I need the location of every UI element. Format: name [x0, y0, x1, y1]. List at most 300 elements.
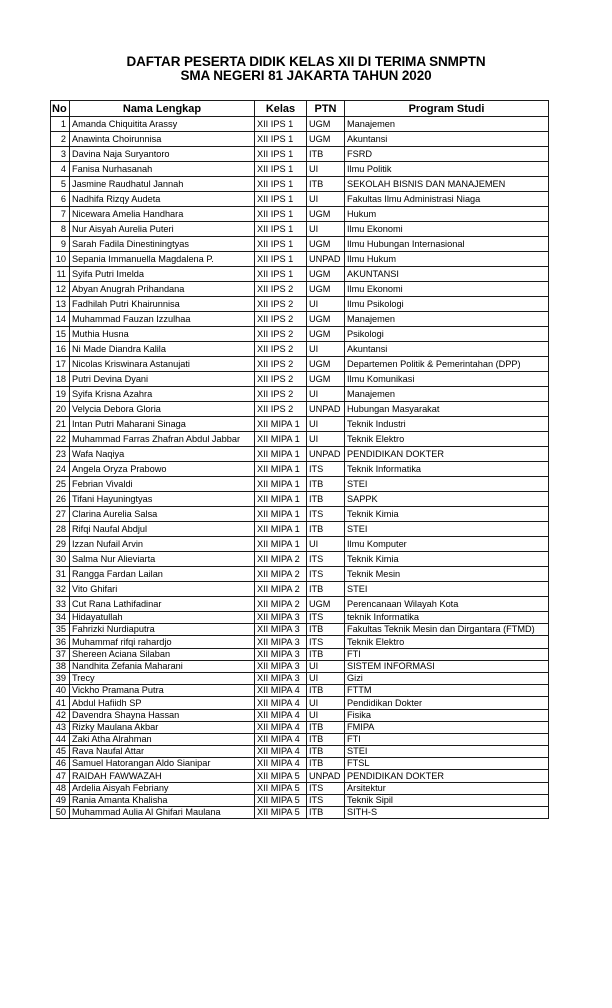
- cell-class: XII IPS 1: [255, 252, 307, 267]
- table-row: [51, 282, 549, 297]
- cell-class: XII MIPA 4: [255, 733, 307, 745]
- cell-name: Shereen Aciana Silaban: [70, 648, 255, 660]
- cell-class: XII IPS 2: [255, 357, 307, 372]
- cell-study-program: PENDIDIKAN DOKTER: [345, 447, 549, 462]
- cell-university: UGM: [307, 282, 345, 297]
- cell-study-program: FTI: [345, 733, 549, 745]
- cell-university: ITB: [307, 147, 345, 162]
- cell-name: Muthia Husna: [70, 327, 255, 342]
- cell-study-program: Fakultas Teknik Mesin dan Dirgantara (FTMD): [345, 624, 549, 636]
- cell-no: 48: [51, 782, 70, 794]
- table-row: [51, 402, 549, 417]
- cell-no: 13: [51, 297, 70, 312]
- cell-study-program: Ilmu Ekonomi: [345, 222, 549, 237]
- table-row: [51, 192, 549, 207]
- cell-name: Ardelia Aisyah Febriany: [70, 782, 255, 794]
- cell-no: 11: [51, 267, 70, 282]
- cell-class: XII IPS 2: [255, 372, 307, 387]
- cell-study-program: Departemen Politik & Pemerintahan (DPP): [345, 357, 549, 372]
- cell-study-program: Pendidikan Dokter: [345, 697, 549, 709]
- cell-no: 40: [51, 685, 70, 697]
- cell-study-program: Gizi: [345, 672, 549, 684]
- cell-study-program: Teknik Informatika: [345, 462, 549, 477]
- cell-name: Tifani Hayuningtyas: [70, 492, 255, 507]
- table-row: [51, 252, 549, 267]
- cell-name: Rava Naufal Attar: [70, 746, 255, 758]
- table-row: [51, 624, 549, 636]
- cell-study-program: STEI: [345, 522, 549, 537]
- cell-name: Sepania Immanuella Magdalena P.: [70, 252, 255, 267]
- cell-no: 30: [51, 552, 70, 567]
- cell-university: ITB: [307, 746, 345, 758]
- table-row: [51, 312, 549, 327]
- cell-class: XII IPS 1: [255, 267, 307, 282]
- cell-no: 27: [51, 507, 70, 522]
- cell-no: 32: [51, 582, 70, 597]
- cell-study-program: Teknik Elektro: [345, 432, 549, 447]
- cell-study-program: Hukum: [345, 207, 549, 222]
- table-row: [51, 507, 549, 522]
- table-row: [51, 685, 549, 697]
- table-row: [51, 537, 549, 552]
- cell-study-program: Ilmu Komputer: [345, 537, 549, 552]
- cell-name: Nur Aisyah Aurelia Puteri: [70, 222, 255, 237]
- cell-study-program: Hubungan Masyarakat: [345, 402, 549, 417]
- cell-class: XII IPS 1: [255, 177, 307, 192]
- table-row: [51, 357, 549, 372]
- cell-class: XII MIPA 1: [255, 432, 307, 447]
- cell-class: XII MIPA 1: [255, 507, 307, 522]
- cell-no: 7: [51, 207, 70, 222]
- cell-study-program: Teknik Kimia: [345, 552, 549, 567]
- cell-no: 9: [51, 237, 70, 252]
- cell-study-program: Ilmu Ekonomi: [345, 282, 549, 297]
- cell-no: 42: [51, 709, 70, 721]
- table-row: [51, 447, 549, 462]
- cell-university: UGM: [307, 267, 345, 282]
- table-row: [51, 552, 549, 567]
- cell-name: Rizky Maulana Akbar: [70, 721, 255, 733]
- cell-name: Abyan Anugrah Prihandana: [70, 282, 255, 297]
- header-study-program: Program Studi: [345, 101, 549, 117]
- cell-name: Velycia Debora Gloria: [70, 402, 255, 417]
- cell-no: 36: [51, 636, 70, 648]
- cell-university: ITB: [307, 624, 345, 636]
- cell-study-program: Akuntansi: [345, 342, 549, 357]
- cell-no: 5: [51, 177, 70, 192]
- table-body: [51, 117, 549, 819]
- cell-class: XII MIPA 5: [255, 807, 307, 819]
- cell-no: 35: [51, 624, 70, 636]
- cell-no: 18: [51, 372, 70, 387]
- cell-university: ITB: [307, 648, 345, 660]
- cell-class: XII MIPA 2: [255, 597, 307, 612]
- cell-no: 50: [51, 807, 70, 819]
- table-row: [51, 567, 549, 582]
- cell-class: XII MIPA 3: [255, 672, 307, 684]
- table-row: [51, 387, 549, 402]
- cell-name: Anawinta Choirunnisa: [70, 132, 255, 147]
- cell-class: XII IPS 1: [255, 162, 307, 177]
- cell-university: UNPAD: [307, 770, 345, 782]
- cell-class: XII IPS 1: [255, 192, 307, 207]
- cell-class: XII MIPA 5: [255, 782, 307, 794]
- students-table: [50, 100, 549, 819]
- cell-no: 45: [51, 746, 70, 758]
- header-class: Kelas: [255, 101, 307, 117]
- cell-study-program: FMIPA: [345, 721, 549, 733]
- cell-no: 28: [51, 522, 70, 537]
- table-row: [51, 477, 549, 492]
- cell-name: Trecy: [70, 672, 255, 684]
- cell-name: Davendra Shayna Hassan: [70, 709, 255, 721]
- cell-class: XII MIPA 1: [255, 477, 307, 492]
- table-row: [51, 709, 549, 721]
- cell-name: Vito Ghifari: [70, 582, 255, 597]
- cell-university: UNPAD: [307, 447, 345, 462]
- table-header-row: [51, 101, 549, 117]
- table-row: [51, 794, 549, 806]
- cell-no: 37: [51, 648, 70, 660]
- cell-university: UI: [307, 192, 345, 207]
- cell-study-program: Ilmu Politik: [345, 162, 549, 177]
- cell-class: XII IPS 2: [255, 327, 307, 342]
- document-title: DAFTAR PESERTA DIDIK KELAS XII DI TERIMA SNMPTN: [126, 54, 486, 69]
- cell-study-program: Akuntansi: [345, 132, 549, 147]
- cell-name: Sarah Fadila Dinestiningtyas: [70, 237, 255, 252]
- cell-no: 22: [51, 432, 70, 447]
- cell-class: XII MIPA 2: [255, 582, 307, 597]
- cell-name: Syifa Krisna Azahra: [70, 387, 255, 402]
- cell-university: UI: [307, 709, 345, 721]
- cell-name: Zaki Atha Alrahman: [70, 733, 255, 745]
- cell-university: UGM: [307, 372, 345, 387]
- cell-study-program: Manajemen: [345, 387, 549, 402]
- cell-study-program: Ilmu Komunikasi: [345, 372, 549, 387]
- cell-name: Syifa Putri Imelda: [70, 267, 255, 282]
- cell-no: 34: [51, 612, 70, 624]
- table-row: [51, 462, 549, 477]
- cell-no: 8: [51, 222, 70, 237]
- cell-no: 41: [51, 697, 70, 709]
- table-row: [51, 660, 549, 672]
- cell-study-program: SEKOLAH BISNIS DAN MANAJEMEN: [345, 177, 549, 192]
- cell-study-program: Ilmu Hubungan Internasional: [345, 237, 549, 252]
- cell-name: Nicewara Amelia Handhara: [70, 207, 255, 222]
- cell-university: ITS: [307, 794, 345, 806]
- table-row: [51, 697, 549, 709]
- table-row: [51, 733, 549, 745]
- cell-name: Muhammad Aulia Al Ghifari Maulana: [70, 807, 255, 819]
- cell-university: UI: [307, 417, 345, 432]
- cell-university: UGM: [307, 597, 345, 612]
- table-row: [51, 417, 549, 432]
- cell-no: 31: [51, 567, 70, 582]
- cell-class: XII MIPA 3: [255, 636, 307, 648]
- table-row: [51, 297, 549, 312]
- cell-study-program: AKUNTANSI: [345, 267, 549, 282]
- table-row: [51, 612, 549, 624]
- cell-study-program: STEI: [345, 582, 549, 597]
- cell-university: ITB: [307, 582, 345, 597]
- cell-class: XII MIPA 4: [255, 758, 307, 770]
- cell-university: ITS: [307, 462, 345, 477]
- table-row: [51, 237, 549, 252]
- table-row: [51, 117, 549, 132]
- table-row: [51, 758, 549, 770]
- cell-class: XII MIPA 4: [255, 721, 307, 733]
- cell-university: ITS: [307, 507, 345, 522]
- table-row: [51, 492, 549, 507]
- cell-name: Abdul Hafiidh SP: [70, 697, 255, 709]
- cell-study-program: Teknik Elektro: [345, 636, 549, 648]
- cell-no: 10: [51, 252, 70, 267]
- cell-no: 20: [51, 402, 70, 417]
- cell-class: XII IPS 1: [255, 207, 307, 222]
- cell-university: UI: [307, 660, 345, 672]
- document-subtitle: SMA NEGERI 81 JAKARTA TAHUN 2020: [180, 68, 432, 83]
- cell-name: Rifqi Naufal Abdjul: [70, 522, 255, 537]
- cell-university: UI: [307, 387, 345, 402]
- cell-university: ITS: [307, 636, 345, 648]
- table-row: [51, 746, 549, 758]
- cell-study-program: Teknik Mesin: [345, 567, 549, 582]
- cell-name: Muhammaf rifqi rahardjo: [70, 636, 255, 648]
- cell-class: XII MIPA 1: [255, 447, 307, 462]
- cell-study-program: FTSL: [345, 758, 549, 770]
- cell-no: 17: [51, 357, 70, 372]
- cell-name: Nicolas Kriswinara Astanujati: [70, 357, 255, 372]
- cell-university: ITB: [307, 492, 345, 507]
- cell-university: UGM: [307, 117, 345, 132]
- cell-name: Nadhifa Rizqy Audeta: [70, 192, 255, 207]
- cell-no: 39: [51, 672, 70, 684]
- cell-university: UGM: [307, 207, 345, 222]
- cell-university: UGM: [307, 237, 345, 252]
- cell-class: XII MIPA 4: [255, 697, 307, 709]
- cell-class: XII MIPA 2: [255, 567, 307, 582]
- table-row: [51, 721, 549, 733]
- cell-study-program: SAPPK: [345, 492, 549, 507]
- cell-study-program: teknik Informatika: [345, 612, 549, 624]
- cell-class: XII MIPA 3: [255, 648, 307, 660]
- cell-class: XII IPS 2: [255, 282, 307, 297]
- cell-university: UGM: [307, 312, 345, 327]
- cell-no: 12: [51, 282, 70, 297]
- cell-study-program: Teknik Kimia: [345, 507, 549, 522]
- cell-name: Fanisa Nurhasanah: [70, 162, 255, 177]
- cell-class: XII IPS 1: [255, 222, 307, 237]
- cell-study-program: Teknik Sipil: [345, 794, 549, 806]
- cell-class: XII MIPA 3: [255, 612, 307, 624]
- table-row: [51, 342, 549, 357]
- cell-name: Hidayatullah: [70, 612, 255, 624]
- cell-no: 24: [51, 462, 70, 477]
- cell-no: 26: [51, 492, 70, 507]
- table-row: [51, 177, 549, 192]
- cell-class: XII IPS 1: [255, 147, 307, 162]
- cell-name: Putri Devina Dyani: [70, 372, 255, 387]
- cell-class: XII IPS 2: [255, 297, 307, 312]
- cell-university: UI: [307, 672, 345, 684]
- cell-study-program: Teknik Industri: [345, 417, 549, 432]
- cell-no: 19: [51, 387, 70, 402]
- cell-study-program: STEI: [345, 746, 549, 758]
- table-row: [51, 432, 549, 447]
- cell-no: 25: [51, 477, 70, 492]
- cell-name: Febrian Vivaldi: [70, 477, 255, 492]
- cell-name: Ni Made Diandra Kalila: [70, 342, 255, 357]
- cell-class: XII MIPA 1: [255, 537, 307, 552]
- cell-no: 16: [51, 342, 70, 357]
- cell-university: UI: [307, 697, 345, 709]
- table-row: [51, 267, 549, 282]
- cell-class: XII IPS 2: [255, 312, 307, 327]
- cell-no: 2: [51, 132, 70, 147]
- cell-no: 15: [51, 327, 70, 342]
- table-row: [51, 327, 549, 342]
- cell-study-program: FTI: [345, 648, 549, 660]
- cell-name: Angela Oryza Prabowo: [70, 462, 255, 477]
- cell-study-program: STEI: [345, 477, 549, 492]
- cell-study-program: FTTM: [345, 685, 549, 697]
- table-row: [51, 770, 549, 782]
- cell-class: XII MIPA 3: [255, 624, 307, 636]
- cell-university: ITB: [307, 477, 345, 492]
- cell-university: ITB: [307, 685, 345, 697]
- cell-university: ITB: [307, 807, 345, 819]
- cell-name: Wafa Naqiya: [70, 447, 255, 462]
- table-row: [51, 207, 549, 222]
- cell-university: ITB: [307, 721, 345, 733]
- cell-no: 43: [51, 721, 70, 733]
- table-row: [51, 672, 549, 684]
- cell-study-program: Arsitektur: [345, 782, 549, 794]
- cell-class: XII MIPA 4: [255, 709, 307, 721]
- cell-no: 23: [51, 447, 70, 462]
- table-row: [51, 147, 549, 162]
- cell-university: UI: [307, 537, 345, 552]
- cell-study-program: Fisika: [345, 709, 549, 721]
- cell-university: UGM: [307, 357, 345, 372]
- cell-university: ITB: [307, 733, 345, 745]
- cell-class: XII IPS 2: [255, 342, 307, 357]
- cell-name: Rania Amanta Khalisha: [70, 794, 255, 806]
- table-row: [51, 582, 549, 597]
- cell-no: 14: [51, 312, 70, 327]
- cell-no: 44: [51, 733, 70, 745]
- cell-university: ITB: [307, 758, 345, 770]
- table-row: [51, 162, 549, 177]
- cell-name: Amanda Chiquitita Arassy: [70, 117, 255, 132]
- cell-university: UNPAD: [307, 402, 345, 417]
- cell-study-program: Ilmu Psikologi: [345, 297, 549, 312]
- cell-name: Nandhita Zefania Maharani: [70, 660, 255, 672]
- cell-no: 38: [51, 660, 70, 672]
- cell-no: 47: [51, 770, 70, 782]
- cell-name: RAIDAH FAWWAZAH: [70, 770, 255, 782]
- cell-name: Clarina Aurelia Salsa: [70, 507, 255, 522]
- cell-class: XII MIPA 2: [255, 552, 307, 567]
- cell-university: UGM: [307, 132, 345, 147]
- cell-study-program: SITH-S: [345, 807, 549, 819]
- cell-university: ITS: [307, 782, 345, 794]
- cell-study-program: PENDIDIKAN DOKTER: [345, 770, 549, 782]
- cell-no: 3: [51, 147, 70, 162]
- table-row: [51, 372, 549, 387]
- cell-study-program: Manajemen: [345, 312, 549, 327]
- cell-class: XII IPS 2: [255, 402, 307, 417]
- cell-class: XII IPS 2: [255, 387, 307, 402]
- table-row: [51, 222, 549, 237]
- cell-university: ITS: [307, 567, 345, 582]
- cell-study-program: Psikologi: [345, 327, 549, 342]
- table-row: [51, 648, 549, 660]
- cell-study-program: SISTEM INFORMASI: [345, 660, 549, 672]
- cell-name: Cut Rana Lathifadinar: [70, 597, 255, 612]
- cell-university: UNPAD: [307, 252, 345, 267]
- cell-no: 29: [51, 537, 70, 552]
- cell-study-program: Perencanaan Wilayah Kota: [345, 597, 549, 612]
- cell-university: UI: [307, 162, 345, 177]
- cell-name: Rangga Fardan Lailan: [70, 567, 255, 582]
- header-university: PTN: [307, 101, 345, 117]
- cell-class: XII MIPA 5: [255, 770, 307, 782]
- cell-name: Fahrizki Nurdiaputra: [70, 624, 255, 636]
- cell-name: Jasmine Raudhatul Jannah: [70, 177, 255, 192]
- cell-no: 33: [51, 597, 70, 612]
- cell-name: Salma Nur Alieviarta: [70, 552, 255, 567]
- cell-university: ITB: [307, 177, 345, 192]
- table-row: [51, 132, 549, 147]
- table-row: [51, 807, 549, 819]
- cell-class: XII MIPA 4: [255, 746, 307, 758]
- table-row: [51, 522, 549, 537]
- cell-university: UI: [307, 342, 345, 357]
- cell-no: 1: [51, 117, 70, 132]
- table-row: [51, 597, 549, 612]
- cell-no: 4: [51, 162, 70, 177]
- cell-no: 49: [51, 794, 70, 806]
- table-row: [51, 636, 549, 648]
- cell-class: XII MIPA 4: [255, 685, 307, 697]
- cell-university: UI: [307, 222, 345, 237]
- cell-name: Samuel Hatorangan Aldo Sianipar: [70, 758, 255, 770]
- cell-class: XII MIPA 1: [255, 462, 307, 477]
- cell-name: Intan Putri Maharani Sinaga: [70, 417, 255, 432]
- cell-university: ITB: [307, 522, 345, 537]
- header-no: No: [51, 101, 70, 117]
- cell-no: 46: [51, 758, 70, 770]
- cell-name: Fadhilah Putri Khairunnisa: [70, 297, 255, 312]
- cell-name: Davina Naja Suryantoro: [70, 147, 255, 162]
- cell-study-program: Ilmu Hukum: [345, 252, 549, 267]
- cell-name: Vickho Pramana Putra: [70, 685, 255, 697]
- cell-class: XII IPS 1: [255, 117, 307, 132]
- cell-class: XII MIPA 5: [255, 794, 307, 806]
- cell-class: XII MIPA 3: [255, 660, 307, 672]
- cell-study-program: FSRD: [345, 147, 549, 162]
- cell-name: Muhammad Fauzan Izzulhaa: [70, 312, 255, 327]
- cell-university: UI: [307, 297, 345, 312]
- cell-university: UGM: [307, 327, 345, 342]
- table-row: [51, 782, 549, 794]
- cell-no: 21: [51, 417, 70, 432]
- cell-class: XII MIPA 1: [255, 522, 307, 537]
- cell-study-program: Manajemen: [345, 117, 549, 132]
- cell-study-program: Fakultas Ilmu Administrasi Niaga: [345, 192, 549, 207]
- cell-university: ITS: [307, 552, 345, 567]
